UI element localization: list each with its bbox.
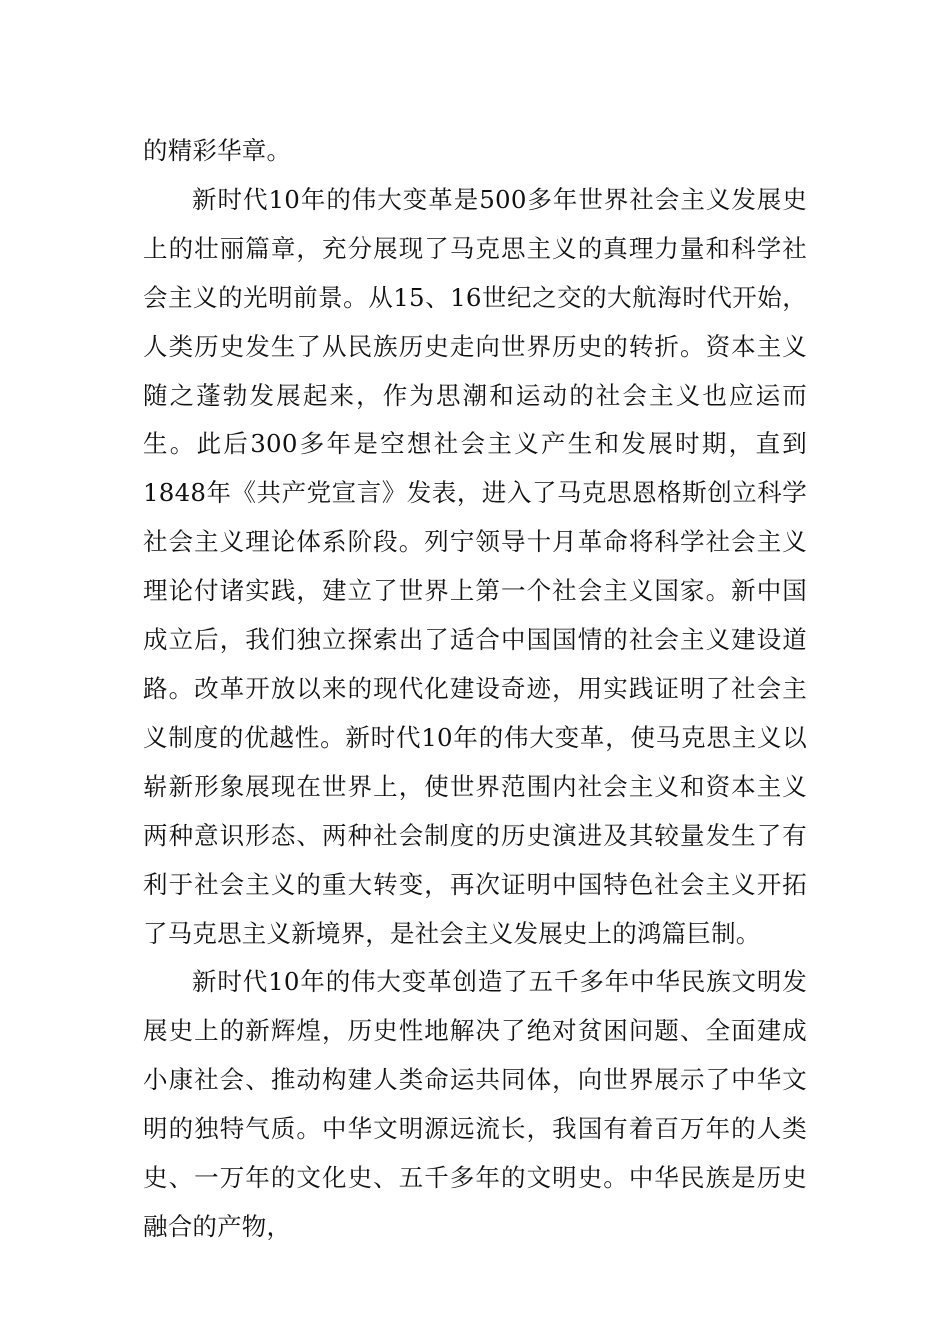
- paragraph-socialism-history: 新时代10年的伟大变革是500多年世界社会主义发展史上的壮丽篇章，充分展现了马克思主义的真理力量和科学社会主义的光明前景。从15、16世纪之交的大航海时代开始，人类历史发生了从民族历史走向世界历史的转折。资本主义随之蓬勃发展起来，作为思潮和运动的社会主义也应运而生。此后300多年是空想社会主义产生和发展时期，直到1848年《共产党宣言》发表，进入了马克思恩格斯创立科学社会主义理论体系阶段。列宁领导十月革命将科学社会主义理论付诸实践，建立了世界上第一个社会主义国家。新中国成立后，我们独立探索出了适合中国国情的社会主义建设道路。改革开放以来的现代化建设奇迹，用实践证明了社会主义制度的优越性。新时代10年的伟大变革，使马克思主义以崭新形象展现在世界上，使世界范围内社会主义和资本主义两种意识形态、两种社会制度的历史演进及其较量发生了有利于社会主义的重大转变，再次证明中国特色社会主义开拓了马克思主义新境界，是社会主义发展史上的鸿篇巨制。: [143, 184, 807, 948]
- document-body: [143, 127, 807, 1252]
- paragraph-continuation: 的精彩华章。: [143, 136, 292, 165]
- paragraph-chinese-civilization: 新时代10年的伟大变革创造了五千多年中华民族文明发展史上的新辉煌，历史性地解决了绝对贫困问题、全面建成小康社会、推动构建人类命运共同体，向世界展示了中华文明的独特气质。中华文明源远流长，我国有着百万年的人类史、一万年的文化史、五千多年的文明史。中华民族是历史融合的产物，: [143, 967, 807, 1241]
